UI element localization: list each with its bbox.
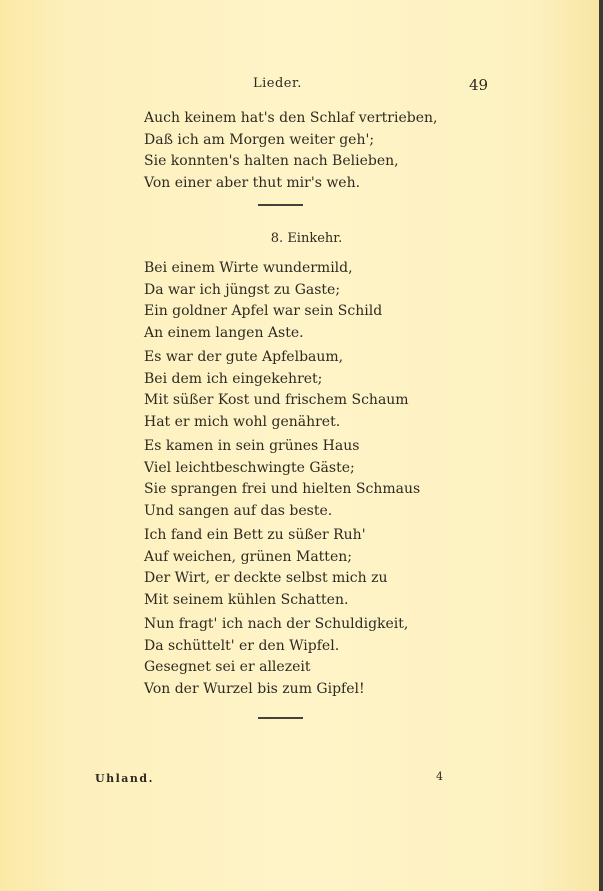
stanza-5 xyxy=(144,614,444,700)
stanza-continued xyxy=(144,108,444,194)
verse-line: Es war der gute Apfelbaum, xyxy=(144,349,344,365)
verse-line: Daß ich am Morgen weiter geh'; xyxy=(144,131,375,148)
verse-line: Sie konnten's halten nach Belieben, xyxy=(144,153,399,169)
stanza-2 xyxy=(144,347,444,433)
verse-line: Hat er mich wohl genähret. xyxy=(144,413,341,430)
end-divider xyxy=(258,717,303,719)
verse-line: Ein goldner Apfel war sein Schild xyxy=(144,303,383,319)
verse-line: Der Wirt, er deckte selbst mich zu xyxy=(144,570,388,586)
verse-line: Und sangen auf das beste. xyxy=(144,502,333,519)
verse-line: Bei einem Wirte wundermild, xyxy=(144,260,353,276)
verse-line: Es kamen in sein grünes Haus xyxy=(144,438,360,454)
page-edge-shadow xyxy=(599,0,603,891)
verse-line: Nun fragt' ich nach der Schuldigkeit, xyxy=(144,616,409,632)
page-number: 49 xyxy=(469,76,489,94)
verse-line: Ich fand ein Bett zu süßer Ruh' xyxy=(144,527,366,543)
stanza-1 xyxy=(144,258,444,344)
verse-line: Auf weichen, grünen Matten; xyxy=(144,548,352,565)
verse-line: Da war ich jüngst zu Gaste; xyxy=(144,281,341,298)
verse-line: Von einer aber thut mir's weh. xyxy=(144,174,361,191)
verse-line: Viel leichtbeschwingte Gäste; xyxy=(144,459,355,476)
verse-line: Sie sprangen frei und hielten Schmaus xyxy=(144,481,421,497)
section-divider xyxy=(258,204,303,206)
verse-line: Da schüttelt' er den Wipfel. xyxy=(144,637,340,654)
printer-signature: Uhland. xyxy=(95,772,154,785)
running-head xyxy=(0,76,603,96)
verse-line: An einem langen Aste. xyxy=(144,324,304,341)
verse-line: Bei dem ich eingekehret; xyxy=(144,370,323,387)
verse-line: Mit seinem kühlen Schatten. xyxy=(144,591,349,608)
sheet-number: 4 xyxy=(436,770,443,783)
verse-line: Mit süßer Kost und frischem Schaum xyxy=(144,392,409,408)
stanza-3 xyxy=(144,436,444,522)
verse-line: Auch keinem hat's den Schlaf vertrieben, xyxy=(144,110,438,126)
stanza-4 xyxy=(144,525,444,611)
running-head-title: Lieder. xyxy=(253,76,302,91)
verse-line: Von der Wurzel bis zum Gipfel! xyxy=(144,680,365,697)
verse-line: Gesegnet sei er allezeit xyxy=(144,659,311,675)
poem-heading: 8. Einkehr. xyxy=(270,231,343,246)
